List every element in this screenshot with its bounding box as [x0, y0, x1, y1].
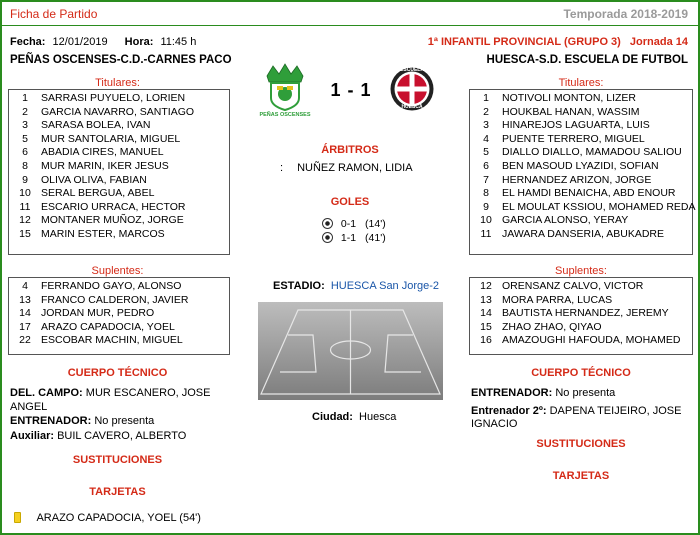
player-number: 9 [22, 173, 28, 186]
player-name: JAWARA DANSERIA, ABUKADRE [502, 227, 665, 240]
player-row [470, 92, 692, 106]
player-number: 22 [19, 334, 31, 347]
player-number: 4 [483, 132, 489, 145]
player-name: EL MOULAT KSSIOU, MOHAMED REDA [502, 200, 696, 213]
player-name: GARCIA ALONSO, YERAY [502, 214, 629, 227]
player-row [9, 321, 229, 335]
player-name: JORDAN MUR, PEDRO [41, 307, 155, 320]
player-row [9, 119, 229, 133]
player-row [9, 106, 229, 120]
player-name: DIALLO DIALLO, MAMADOU SALIOU [502, 146, 682, 159]
competition-info [428, 36, 688, 48]
player-number: 12 [480, 280, 492, 292]
home-staff-list [10, 387, 230, 443]
final-score: 1 - 1 [330, 80, 372, 100]
goal-minute: (41') [365, 232, 386, 244]
staff-name: DAPENA TEIJEIRO, JOSE IGNACIO [471, 404, 682, 430]
player-name: HOUKBAL HANAN, WASSIM [502, 105, 640, 118]
player-number: 3 [483, 119, 489, 132]
page-title: Ficha de Partido [10, 7, 98, 21]
player-name: FRANCO CALDERON, JAVIER [41, 293, 189, 306]
player-row [470, 146, 692, 160]
referee-line [280, 162, 413, 174]
player-row [9, 187, 229, 201]
player-number: 2 [483, 105, 489, 118]
player-number: 10 [19, 187, 31, 200]
staff-row [10, 415, 230, 429]
player-row [9, 92, 229, 106]
date-label: Fecha: [10, 36, 46, 48]
player-name: AMAZOUGHI HAFOUDA, MOHAMED [502, 334, 681, 347]
away-starters-list [470, 92, 696, 242]
card-row [14, 512, 201, 524]
staff-name: No presenta [94, 415, 155, 427]
player-number: 6 [483, 159, 489, 172]
away-logo-top-text: ESCUELA [400, 67, 424, 73]
player-name: MUR MARIN, IKER JESUS [41, 159, 169, 172]
player-name: MARIN ESTER, MARCOS [41, 227, 165, 240]
player-name: SERAL BERGUA, ABEL [41, 187, 155, 200]
player-row [470, 214, 692, 228]
player-number: 13 [480, 293, 492, 306]
player-name: MORA PARRA, LUCAS [502, 293, 613, 306]
player-number: 10 [480, 214, 492, 227]
player-row [9, 174, 229, 188]
home-logo-caption: PEÑAS OSCENSES [259, 112, 311, 118]
staff-role: Entrenador 2º: [471, 404, 547, 417]
home-cards-title: TARJETAS [89, 486, 146, 498]
away-starters-box [469, 89, 696, 255]
player-name: MUR SANTOLARIA, MIGUEL [41, 132, 181, 145]
staff-row [471, 387, 693, 401]
stadium-line [273, 280, 439, 292]
player-row [470, 280, 692, 294]
player-number: 11 [480, 227, 492, 240]
staff-name: BUIL CAVERO, ALBERTO [57, 429, 187, 442]
staff-role: DEL. CAMPO: [10, 387, 83, 399]
goal-minute: (14') [365, 218, 386, 230]
referees-title: ÁRBITROS [321, 144, 379, 156]
stadium-link[interactable]: HUESCA San Jorge-2 [330, 280, 440, 292]
player-number: 3 [22, 119, 28, 132]
player-name: PUENTE TERRERO, MIGUEL [502, 132, 645, 145]
player-row [9, 133, 229, 147]
home-subs-list [9, 280, 229, 348]
player-row [470, 106, 692, 120]
staff-name: MUR ESCANERO, JOSE ANGEL [10, 387, 211, 413]
card-text: ARAZO CAPADOCIA, YOEL (54') [36, 512, 201, 524]
staff-row [471, 405, 693, 432]
match-datetime [10, 36, 196, 48]
player-number: 15 [19, 227, 31, 240]
player-name: NOTIVOLI MONTON, LIZER [502, 92, 636, 104]
player-row [470, 187, 692, 201]
player-name: ARAZO CAPADOCIA, YOEL [41, 320, 175, 333]
player-number: 15 [480, 320, 492, 333]
home-team-name: PEÑAS OSCENSES-C.D.-CARNES PACO [10, 54, 232, 66]
home-subs-title: Suplentes: [91, 265, 144, 277]
time-label: Hora: [124, 36, 154, 48]
away-subs-list [470, 280, 692, 348]
player-row [470, 307, 692, 321]
staff-row [10, 430, 230, 444]
player-number: 8 [22, 159, 28, 172]
player-number: 6 [22, 146, 28, 159]
player-name: ESCOBAR MACHIN, MIGUEL [41, 334, 183, 347]
home-staff-title: CUERPO TÉCNICO [67, 367, 168, 379]
away-substitutions-title: SUSTITUCIONES [536, 438, 626, 450]
home-subs-box [8, 277, 230, 355]
player-row [470, 119, 692, 133]
yellow-card-icon [14, 512, 21, 523]
city-label: Ciudad: [312, 411, 353, 423]
staff-role: ENTRENADOR: [10, 415, 92, 427]
away-team-name: HUESCA-S.D. ESCUELA DE FUTBOL [486, 54, 688, 66]
player-name: BAUTISTA HERNANDEZ, JEREMY [502, 307, 669, 320]
away-staff-title: CUERPO TÉCNICO [531, 367, 631, 379]
player-number: 5 [483, 146, 489, 159]
staff-role: ENTRENADOR: [471, 387, 553, 399]
stadium-label: ESTADIO: [273, 280, 325, 292]
home-starters-title: Titulares: [95, 77, 140, 89]
player-name: HINAREJOS LAGUARTA, LUIS [502, 119, 650, 132]
home-starters-box [8, 89, 230, 255]
player-number: 1 [483, 92, 489, 104]
ball-icon [322, 218, 333, 229]
staff-row [10, 387, 230, 414]
player-number: 14 [480, 307, 492, 320]
goal-row [322, 218, 386, 230]
player-row [9, 201, 229, 215]
player-row [470, 200, 696, 215]
player-number: 16 [480, 334, 492, 347]
player-number: 4 [22, 280, 28, 292]
player-name: ORENSANZ CALVO, VICTOR [502, 280, 644, 292]
player-name: ABADIA CIRES, MANUEL [41, 146, 164, 159]
home-substitutions-title: SUSTITUCIONES [72, 454, 163, 466]
away-staff-list [471, 387, 693, 432]
player-name: FERRANDO GAYO, ALONSO [41, 280, 182, 292]
player-number: 1 [22, 92, 28, 104]
player-number: 8 [483, 187, 489, 200]
player-name: ZHAO ZHAO, QIYAO [502, 320, 602, 333]
player-row [470, 294, 692, 308]
staff-name: No presenta [555, 387, 616, 399]
player-number: 11 [19, 200, 31, 213]
player-number: 5 [22, 132, 28, 145]
player-row [9, 214, 229, 228]
player-name: MONTANER MUÑOZ, JORGE [41, 214, 184, 227]
player-number: 2 [22, 105, 28, 118]
player-row [9, 146, 229, 160]
player-row [9, 160, 229, 174]
goal-row [322, 232, 386, 244]
round-label: Jornada 14 [629, 36, 688, 48]
player-number: 14 [19, 307, 31, 320]
goal-score: 1-1 [340, 232, 357, 244]
city-line [312, 411, 396, 423]
player-row [470, 160, 692, 174]
player-name: ESCARIO URRACA, HECTOR [41, 200, 186, 213]
player-row [470, 321, 692, 335]
season-label: Temporada 2018-2019 [563, 7, 688, 21]
player-number: 7 [483, 173, 489, 186]
player-row [9, 280, 229, 294]
staff-role: Auxiliar: [10, 429, 55, 442]
player-row [9, 294, 229, 308]
player-name: EL HAMDI BENAICHA, ABD ENOUR [502, 187, 676, 200]
pitch-image [258, 302, 443, 400]
city-value: Huesca [359, 411, 397, 423]
player-number: 12 [19, 214, 31, 227]
player-row [470, 334, 692, 348]
player-number: 9 [483, 200, 489, 213]
goal-score: 0-1 [340, 218, 357, 230]
away-cards-title: TARJETAS [552, 470, 610, 482]
away-starters-title: Titulares: [558, 77, 604, 89]
date-value: 12/01/2019 [52, 36, 108, 48]
away-subs-box [469, 277, 693, 355]
player-name: BEN MASOUD LYAZIDI, SOFIAN [502, 159, 659, 172]
player-number: 17 [19, 320, 31, 333]
player-row [470, 174, 692, 188]
competition-name: 1ª INFANTIL PROVINCIAL (GRUPO 3) [427, 36, 621, 48]
player-row [470, 228, 692, 242]
goals-title: GOLES [330, 196, 370, 208]
home-starters-list [9, 92, 229, 242]
header-bar [2, 2, 698, 26]
away-subs-title: Suplentes: [555, 265, 607, 277]
player-row [9, 228, 229, 242]
player-name: OLIVA OLIVA, FABIAN [41, 173, 147, 186]
referee-prefix: : [280, 162, 284, 174]
away-logo-bottom-text: HUESCA [401, 104, 423, 110]
player-name: HERNANDEZ ARIZON, JORGE [502, 173, 652, 186]
player-name: GARCIA NAVARRO, SANTIAGO [41, 105, 195, 118]
player-row [9, 334, 229, 348]
player-name: SARRASI PUYUELO, LORIEN [41, 92, 186, 104]
player-name: SARASA BOLEA, IVAN [41, 119, 151, 132]
player-row [470, 133, 692, 147]
player-row [9, 307, 229, 321]
referee-name: NUÑEZ RAMON, LIDIA [297, 162, 413, 174]
time-value: 11:45 h [160, 36, 197, 48]
player-number: 13 [19, 293, 31, 306]
ball-icon [322, 232, 333, 243]
